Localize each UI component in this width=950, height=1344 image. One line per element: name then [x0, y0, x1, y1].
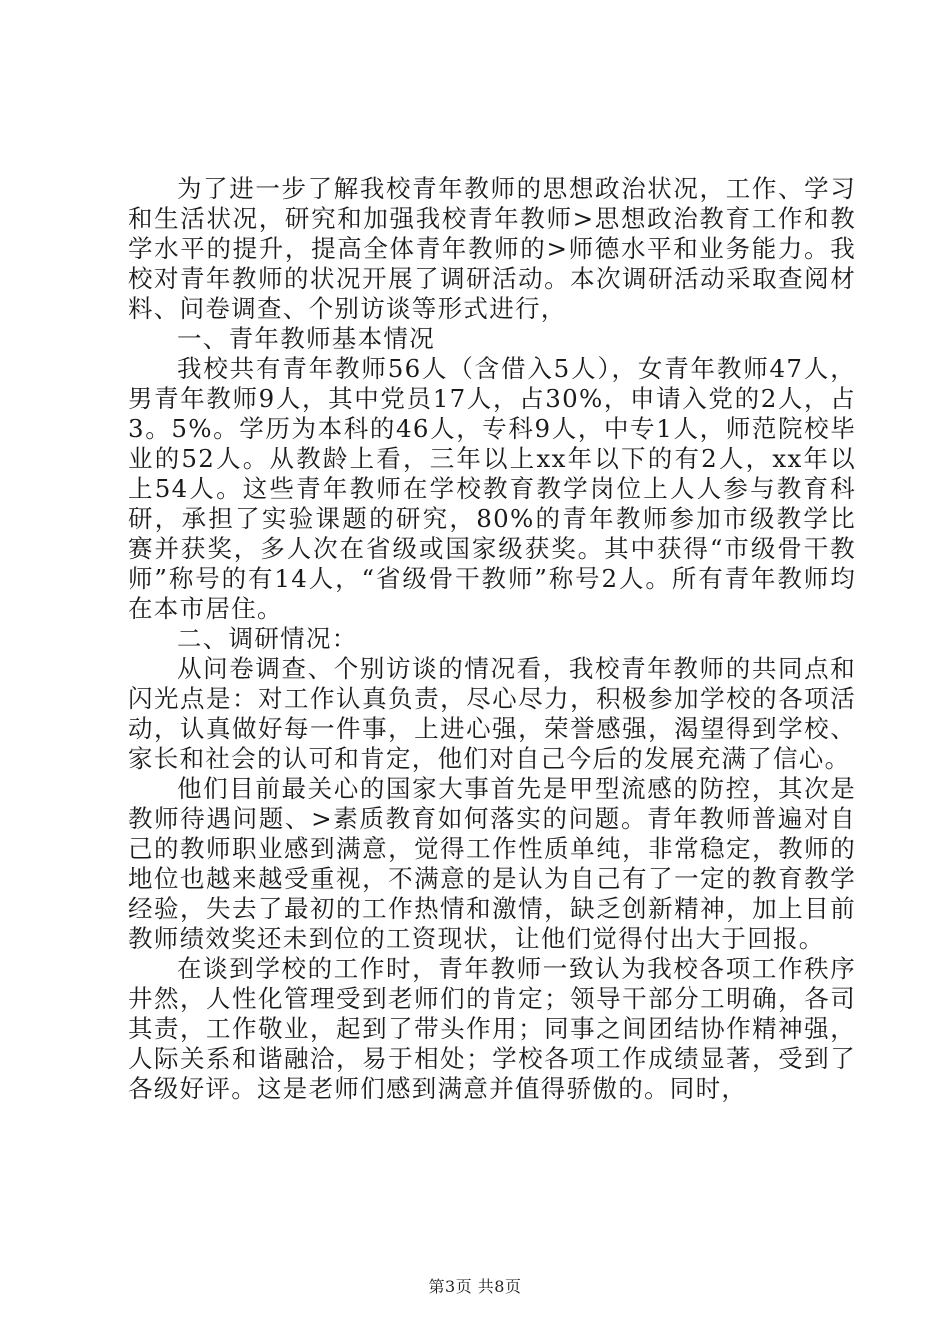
section-heading-survey: 二、调研情况：: [177, 624, 358, 653]
paragraph-survey-findings: 从问卷调查、个别访谈的情况看，我校青年教师的共同点和闪光点是：对工作认真负责，尽心尽力，积极参加学校的各项活动，认真做好每一件事，上进心强，荣誉感强，渴望得到学校、家长和社会的认可和肯定，他们对自己今后的发展充满了信心。: [128, 654, 856, 773]
page-number-footer: 第3页 共8页: [428, 1277, 522, 1296]
section-heading-basic-info: 一、青年教师基本情况: [177, 324, 435, 353]
paragraph-school-work: 在谈到学校的工作时，青年教师一致认为我校各项工作秩序井然，人性化管理受到老师们的肯定；领导干部分工明确，各司其责，工作敬业，起到了带头作用；同事之间团结协作精神强，人际关系和谐融洽，易于相处；学校各项工作成绩显著，受到了各级好评。这是老师们感到满意并值得骄傲的。同时，: [128, 954, 856, 1103]
paragraph-concerns: 他们目前最关心的国家大事首先是甲型流感的防控，其次是教师待遇问题、>素质教育如何落实的问题。青年教师普遍对自己的教师职业感到满意，觉得工作性质单纯，非常稳定，教师的地位也越来越受重视，不满意的是认为自己有了一定的教育教学经验，失去了最初的工作热情和激情，缺乏创新精神，加上目前教师绩效奖还未到位的工资现状，让他们觉得付出大于回报。: [128, 774, 856, 953]
paragraph-intro: 为了进一步了解我校青年教师的思想政治状况，工作、学习和生活状况，研究和加强我校青年教师>思想政治教育工作和教学水平的提升，提高全体青年教师的>师德水平和业务能力。我校对青年教师的状况开展了调研活动。本次调研活动采取查阅材料、问卷调查、个别访谈等形式进行，: [128, 174, 856, 323]
document-body: [128, 174, 856, 1104]
paragraph-basic-info: 我校共有青年教师56人（含借入5人），女青年教师47人，男青年教师9人，其中党员17人，占30%，申请入党的2人，占3。5%。学历为本科的46人，专科9人，中专1人，师范院校毕业的52人。从教龄上看，三年以上xx年以下的有2人，xx年以上54人。这些青年教师在学校教育教学岗位上人人参与教育科研，承担了实验课题的研究，80%的青年教师参加市级教学比赛并获奖，多人次在省级或国家级获奖。其中获得“市级骨干教师”称号的有14人，“省级骨干教师”称号2人。所有青年教师均在本市居住。: [128, 354, 856, 623]
